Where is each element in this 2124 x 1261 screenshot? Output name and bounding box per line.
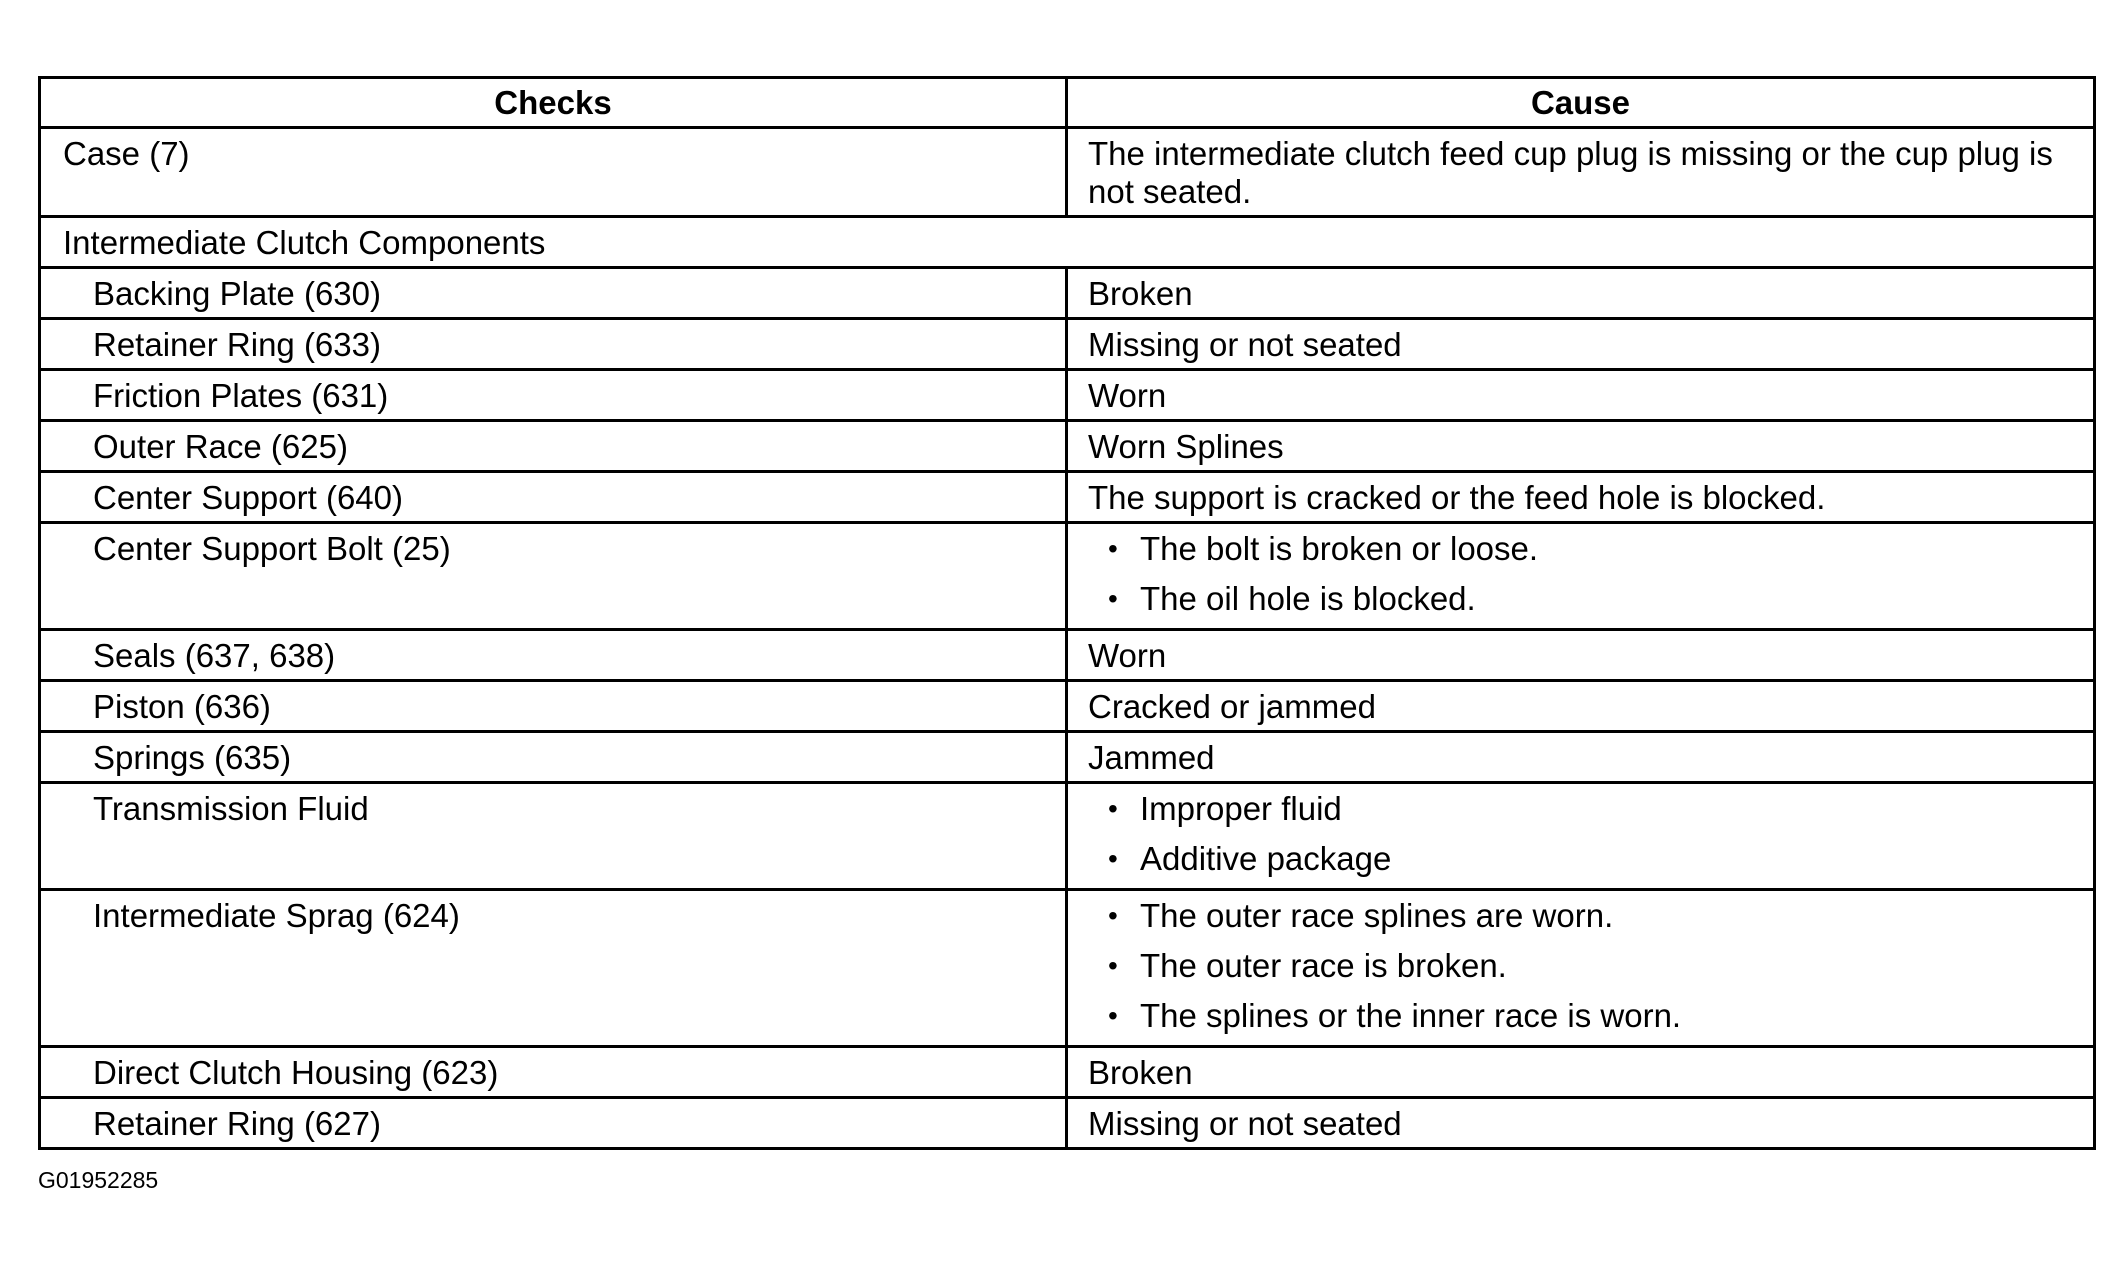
table-row bbox=[40, 1098, 2095, 1149]
cause-cell bbox=[1067, 890, 2095, 1047]
cause-text: The splines or the inner race is worn. bbox=[1140, 997, 1682, 1034]
cause-cell bbox=[1067, 523, 2095, 630]
table-row bbox=[40, 890, 2095, 1047]
cause-cell: Broken bbox=[1067, 268, 2095, 319]
table-row bbox=[40, 319, 2095, 370]
check-cell: Case (7) bbox=[40, 128, 1067, 217]
bullet-icon: • bbox=[1108, 900, 1118, 931]
cause-cell: Worn bbox=[1067, 630, 2095, 681]
bullet-icon: • bbox=[1108, 583, 1118, 614]
check-cell: Transmission Fluid bbox=[40, 783, 1067, 890]
check-cell: Seals (637, 638) bbox=[40, 630, 1067, 681]
section-title: Intermediate Clutch Components bbox=[40, 217, 2095, 268]
table-body bbox=[40, 128, 2095, 1149]
table-row bbox=[40, 783, 2095, 890]
cause-list bbox=[1088, 524, 2075, 624]
cause-cell: Worn bbox=[1067, 370, 2095, 421]
column-header-checks: Checks bbox=[40, 78, 1067, 128]
table-row bbox=[40, 1047, 2095, 1098]
cause-cell: Cracked or jammed bbox=[1067, 681, 2095, 732]
cause-cell: The support is cracked or the feed hole is blocked. bbox=[1067, 472, 2095, 523]
check-cell: Retainer Ring (627) bbox=[40, 1098, 1067, 1149]
bullet-icon: • bbox=[1108, 950, 1118, 981]
table-row bbox=[40, 523, 2095, 630]
cause-cell: Broken bbox=[1067, 1047, 2095, 1098]
cause-list-item bbox=[1108, 991, 2075, 1041]
cause-list-item bbox=[1108, 891, 2075, 941]
table-row bbox=[40, 370, 2095, 421]
figure-id: G01952285 bbox=[38, 1167, 159, 1193]
check-cell: Retainer Ring (633) bbox=[40, 319, 1067, 370]
table-row bbox=[40, 732, 2095, 783]
cause-list bbox=[1088, 891, 2075, 1041]
check-cell: Piston (636) bbox=[40, 681, 1067, 732]
cause-cell: Missing or not seated bbox=[1067, 319, 2095, 370]
cause-text: Improper fluid bbox=[1140, 790, 1342, 827]
cause-list-item bbox=[1108, 524, 2075, 574]
table-row bbox=[40, 681, 2095, 732]
cause-text: The bolt is broken or loose. bbox=[1140, 530, 1539, 567]
column-header-cause: Cause bbox=[1067, 78, 2095, 128]
cause-cell: Jammed bbox=[1067, 732, 2095, 783]
table-row bbox=[40, 421, 2095, 472]
table-row bbox=[40, 472, 2095, 523]
cause-cell: Worn Splines bbox=[1067, 421, 2095, 472]
cause-cell: The intermediate clutch feed cup plug is missing or the cup plug is not seated. bbox=[1067, 128, 2095, 217]
checks-cause-table bbox=[38, 76, 2096, 1150]
check-cell: Center Support (640) bbox=[40, 472, 1067, 523]
check-cell: Backing Plate (630) bbox=[40, 268, 1067, 319]
cause-cell: Missing or not seated bbox=[1067, 1098, 2095, 1149]
bullet-icon: • bbox=[1108, 533, 1118, 564]
check-cell: Center Support Bolt (25) bbox=[40, 523, 1067, 630]
table-row bbox=[40, 268, 2095, 319]
bullet-icon: • bbox=[1108, 1000, 1118, 1031]
table-row bbox=[40, 630, 2095, 681]
cause-list-item bbox=[1108, 784, 2075, 834]
cause-list bbox=[1088, 784, 2075, 884]
bullet-icon: • bbox=[1108, 843, 1118, 874]
bullet-icon: • bbox=[1108, 793, 1118, 824]
check-cell: Springs (635) bbox=[40, 732, 1067, 783]
cause-list-item bbox=[1108, 941, 2075, 991]
cause-list-item bbox=[1108, 574, 2075, 624]
table-row bbox=[40, 128, 2095, 217]
cause-text: Additive package bbox=[1140, 840, 1392, 877]
check-cell: Friction Plates (631) bbox=[40, 370, 1067, 421]
check-cell: Direct Clutch Housing (623) bbox=[40, 1047, 1067, 1098]
cause-text: The oil hole is blocked. bbox=[1140, 580, 1476, 617]
cause-cell bbox=[1067, 783, 2095, 890]
check-cell: Intermediate Sprag (624) bbox=[40, 890, 1067, 1047]
check-cell: Outer Race (625) bbox=[40, 421, 1067, 472]
section-row bbox=[40, 217, 2095, 268]
cause-text: The outer race is broken. bbox=[1140, 947, 1507, 984]
cause-list-item bbox=[1108, 834, 2075, 884]
table-header-row bbox=[40, 78, 2095, 128]
cause-text: The outer race splines are worn. bbox=[1140, 897, 1614, 934]
